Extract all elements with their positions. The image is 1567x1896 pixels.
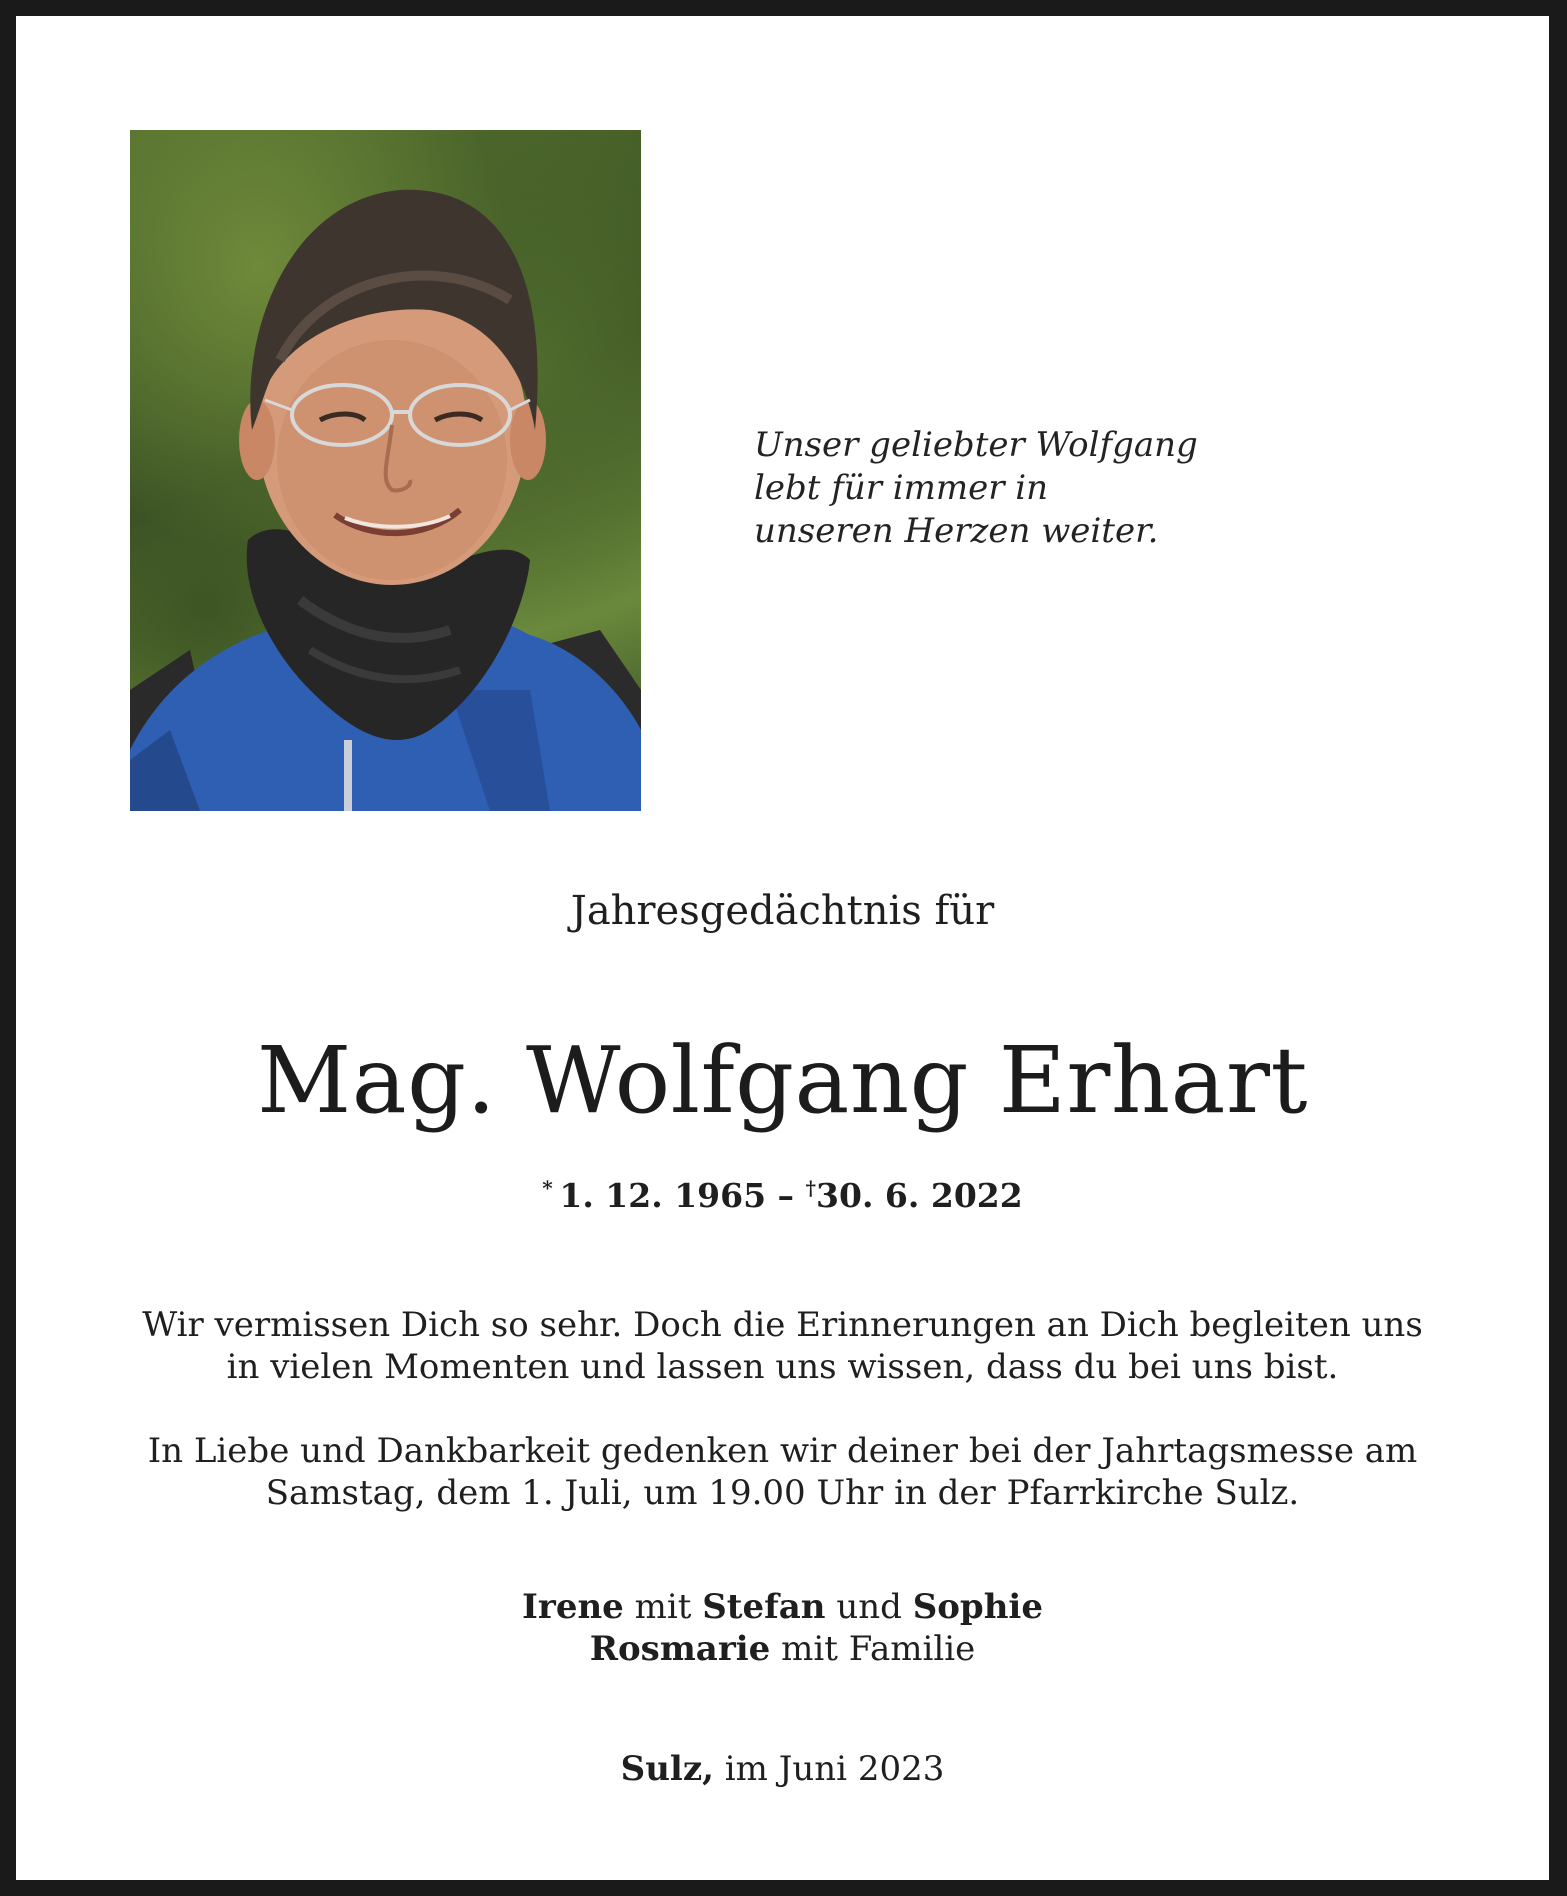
- mourner-suffix: mit Familie: [781, 1629, 976, 1669]
- birth-date: 1. 12. 1965: [559, 1176, 767, 1215]
- quote-line: lebt für immer in: [754, 468, 1049, 508]
- notice-intro: Jahresgedächtnis für: [570, 888, 995, 934]
- paragraph-line: Wir vermissen Dich so sehr. Doch die Erinnerungen an Dich begleiten uns: [142, 1305, 1423, 1345]
- death-date: 30. 6. 2022: [816, 1176, 1023, 1215]
- date-separator: –: [777, 1176, 795, 1215]
- mourner-name: Rosmarie: [589, 1629, 771, 1669]
- paragraph-line: In Liebe und Dankbarkeit gedenken wir deiner bei der Jahrtagsmesse am: [147, 1431, 1418, 1471]
- paragraph-line: in vielen Momenten und lassen uns wissen, dass du bei uns bist.: [226, 1347, 1339, 1387]
- memorial-quote: [754, 424, 1274, 553]
- death-symbol-icon: †: [805, 1176, 817, 1200]
- paragraph-line: Samstag, dem 1. Juli, um 19.00 Uhr in der Pfarrkirche Sulz.: [265, 1473, 1300, 1513]
- mourner-joiner: und: [836, 1587, 902, 1627]
- mourners-line: [16, 1628, 1549, 1670]
- obituary-notice: [16, 16, 1549, 1880]
- mourner-name: Stefan: [702, 1587, 826, 1627]
- mourner-joiner: mit: [634, 1587, 692, 1627]
- mass-announcement: [16, 1430, 1549, 1514]
- mourner-name: Sophie: [912, 1587, 1043, 1627]
- mourner-name: Irene: [522, 1587, 624, 1627]
- notice-date: im Juni 2023: [724, 1749, 945, 1789]
- mourners-list: [16, 1586, 1549, 1670]
- quote-line: unseren Herzen weiter.: [754, 511, 1159, 551]
- portrait-photo-icon: [130, 130, 641, 811]
- life-dates: [16, 1166, 1549, 1218]
- birth-symbol: *: [542, 1176, 553, 1200]
- quote-line: Unser geliebter Wolfgang: [754, 425, 1198, 465]
- place-and-date: [16, 1748, 1549, 1790]
- message-paragraph: [16, 1304, 1549, 1388]
- place-name: Sulz,: [620, 1749, 714, 1789]
- portrait-photo: [130, 130, 641, 811]
- deceased-name: Mag. Wolfgang Erhart: [257, 1027, 1308, 1134]
- mourners-line: [16, 1586, 1549, 1628]
